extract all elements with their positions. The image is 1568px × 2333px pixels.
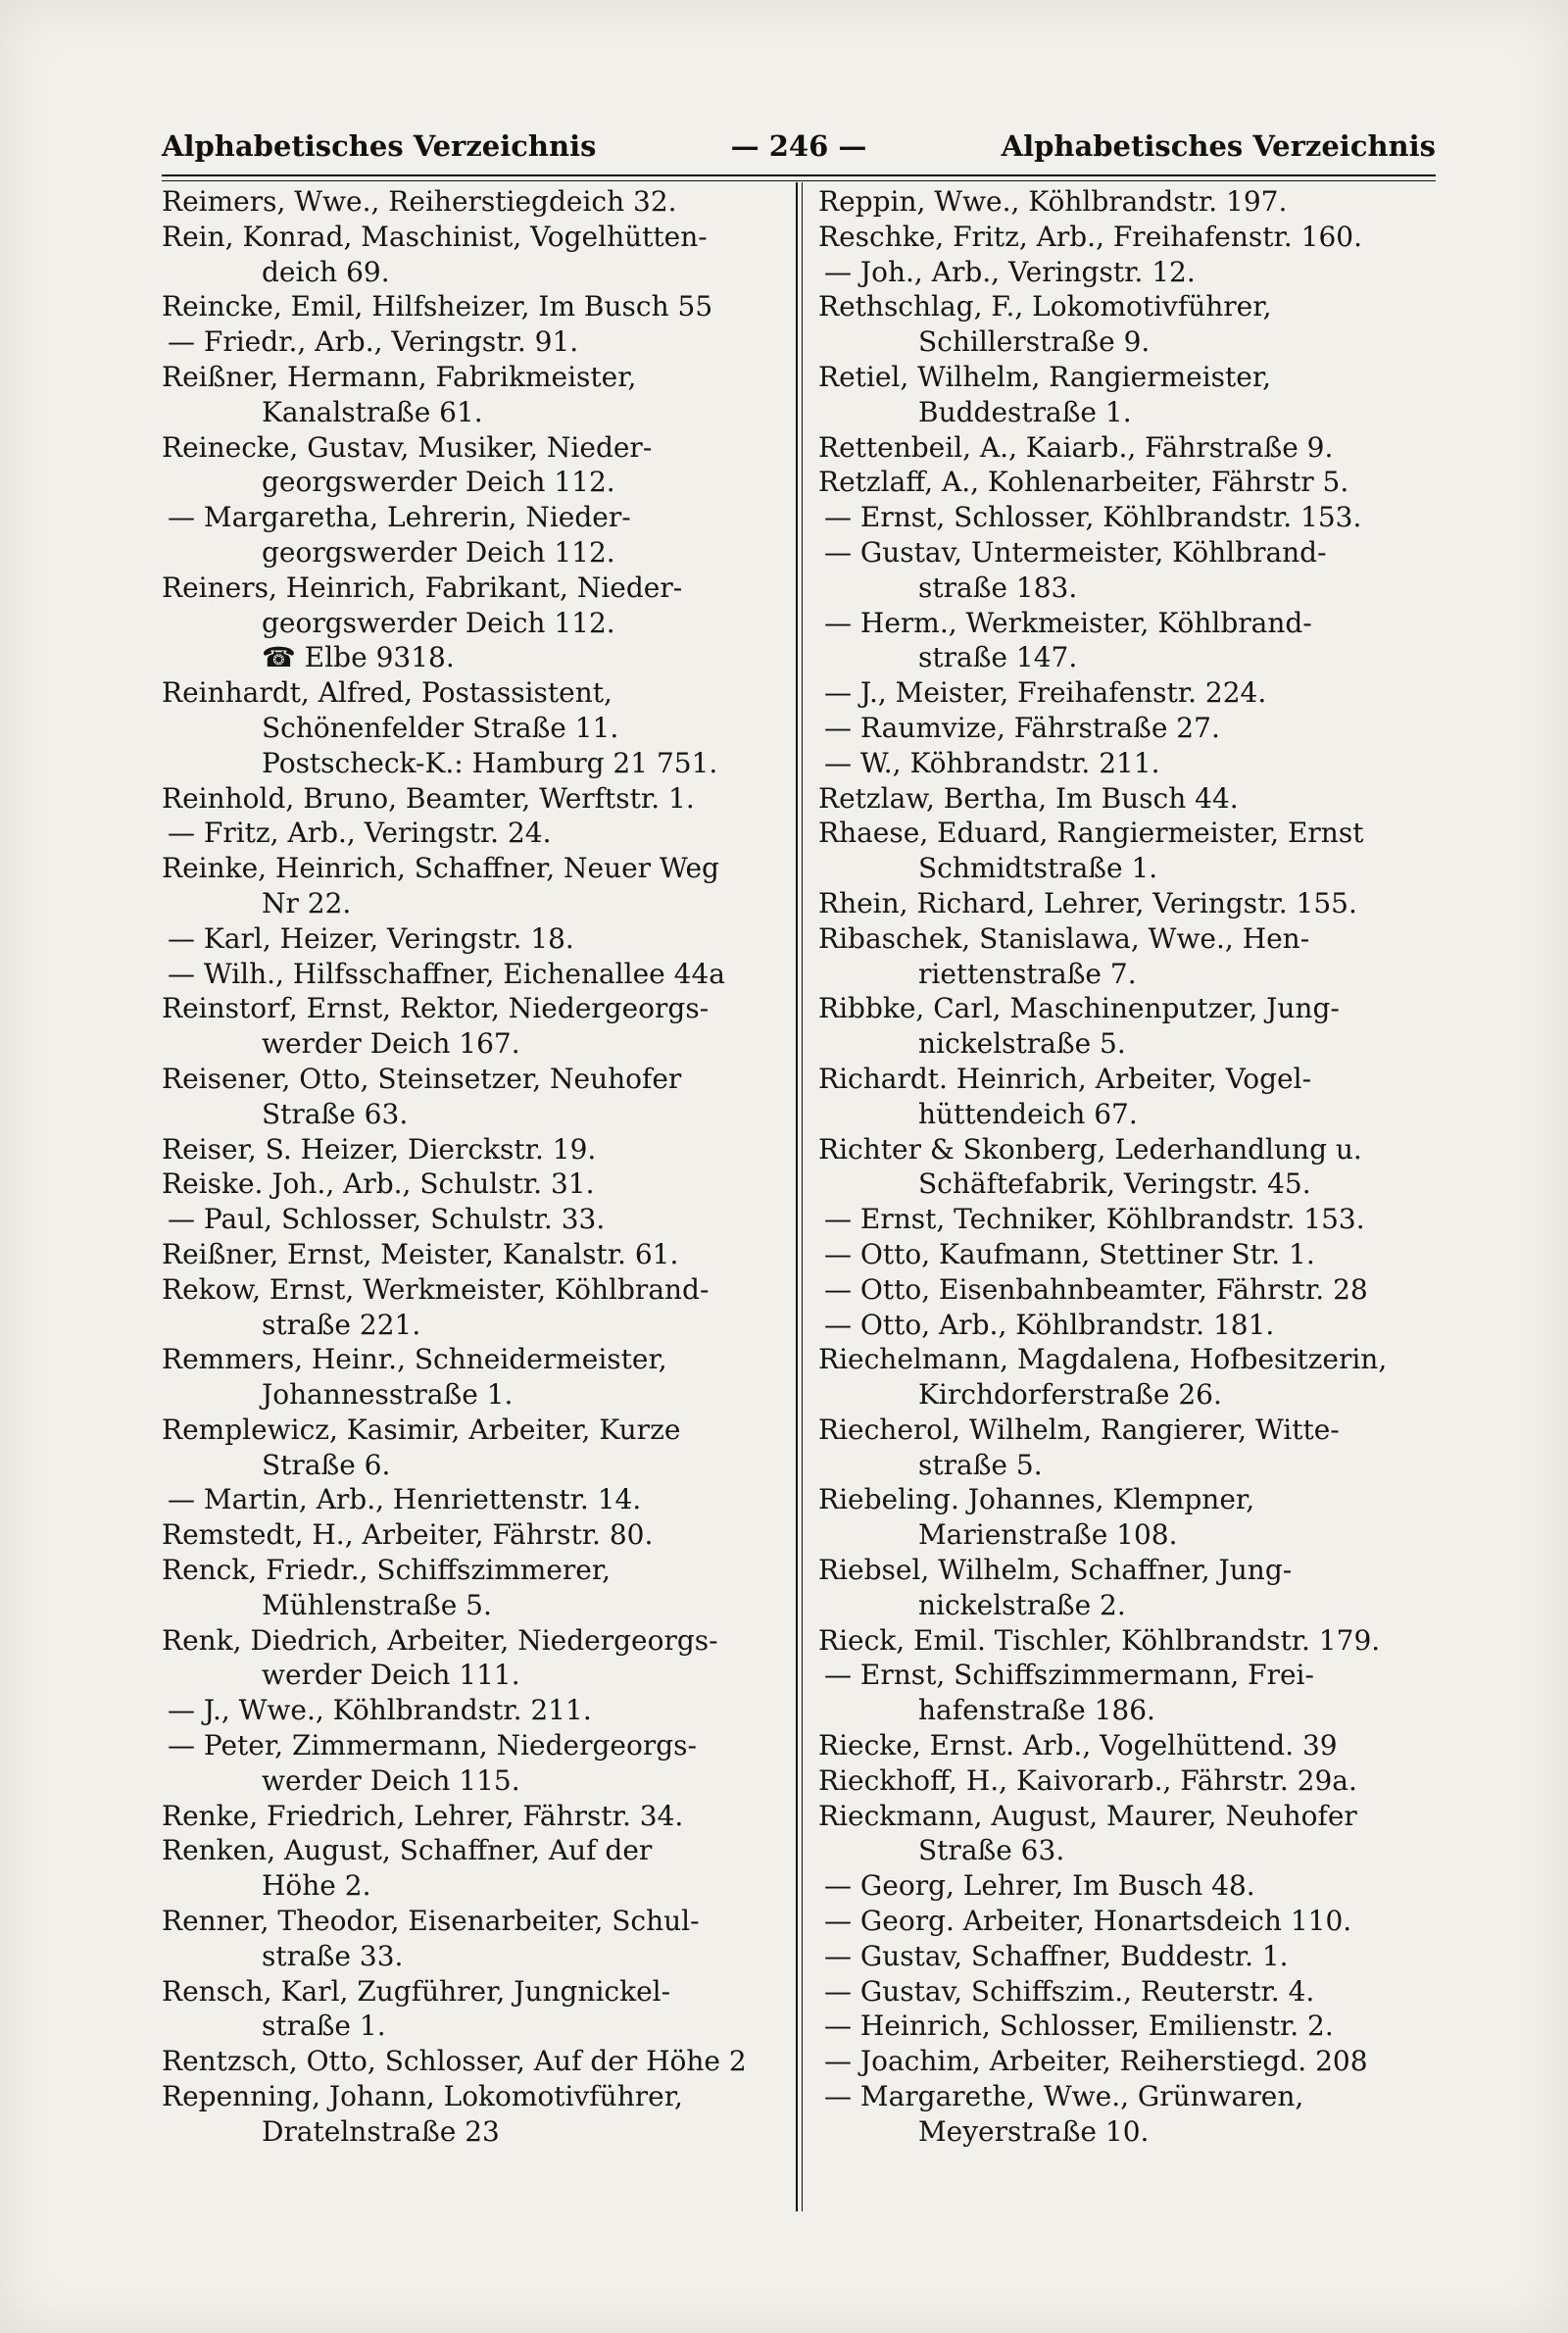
directory-entry: Rethschlag, F., Lokomotivführer, <box>818 290 1272 323</box>
directory-entry: — W., Köhbrandstr. 211. <box>824 746 1160 779</box>
entry-continuation: straße 221. <box>262 1308 421 1341</box>
entry-continuation: Nr 22. <box>262 886 352 919</box>
directory-entry: — Gustav, Untermeister, Köhlbrand- <box>824 535 1327 569</box>
directory-entry: Reiske. Joh., Arb., Schulstr. 31. <box>162 1167 595 1201</box>
directory-entry: Reschke, Fritz, Arb., Freihafenstr. 160. <box>818 220 1362 253</box>
directory-entry: Renck, Friedr., Schiffszimmerer, <box>162 1554 612 1587</box>
directory-entry: Rein, Konrad, Maschinist, Vogelhütten- <box>162 220 708 253</box>
directory-entry: — Otto, Eisenbahnbeamter, Fährstr. 28 <box>824 1272 1368 1306</box>
directory-entry: — Gustav, Schaffner, Buddestr. 1. <box>824 1939 1289 1972</box>
entry-continuation: georgswerder Deich 112. <box>262 466 615 499</box>
entry-continuation: Postscheck-K.: Hamburg 21 751. <box>262 746 718 779</box>
directory-entry: Rensch, Karl, Zugführer, Jungnickel- <box>162 1974 671 2008</box>
page-header <box>162 129 1436 169</box>
directory-entry: Riecke, Ernst. Arb., Vogelhüttend. 39 <box>818 1729 1338 1762</box>
entry-continuation: hafenstraße 186. <box>918 1694 1155 1727</box>
entry-continuation: nickelstraße 2. <box>918 1588 1126 1621</box>
directory-entry: Rekow, Ernst, Werkmeister, Köhlbrand- <box>162 1272 710 1306</box>
entry-continuation: deich 69. <box>262 255 390 288</box>
directory-entry: — Heinrich, Schlosser, Emilienstr. 2. <box>824 2010 1334 2043</box>
directory-entry: Ribbke, Carl, Maschinenputzer, Jung- <box>818 992 1340 1025</box>
directory-entry: Repenning, Johann, Lokomotivführer, <box>162 2080 683 2113</box>
directory-entry: — Ernst, Schlosser, Köhlbrandstr. 153. <box>824 501 1362 534</box>
directory-entry: Reiser, S. Heizer, Dierckstr. 19. <box>162 1132 597 1166</box>
directory-entry: Rettenbeil, A., Kaiarb., Fährstraße 9. <box>818 430 1334 464</box>
directory-entry: Remplewicz, Kasimir, Arbeiter, Kurze <box>162 1413 681 1446</box>
entry-continuation: Schillerstraße 9. <box>918 325 1151 359</box>
directory-entry: — Peter, Zimmermann, Niedergeorgs- <box>168 1729 697 1762</box>
entry-continuation: Straße 63. <box>262 1097 409 1130</box>
entry-continuation: Höhe 2. <box>262 1869 371 1903</box>
right-column <box>818 184 1436 2150</box>
header-title-left: Alphabetisches Verzeichnis <box>162 129 597 163</box>
entry-continuation: straße 33. <box>262 1939 404 1972</box>
entry-continuation: Kirchdorferstraße 26. <box>918 1378 1222 1412</box>
directory-entry: Reppin, Wwe., Köhlbrandstr. 197. <box>818 185 1288 218</box>
header-rule <box>162 174 1436 176</box>
directory-entry: Reinecke, Gustav, Musiker, Nieder- <box>162 430 653 464</box>
entry-continuation: riettenstraße 7. <box>918 957 1137 990</box>
directory-entry: — Ernst, Techniker, Köhlbrandstr. 153. <box>824 1203 1365 1236</box>
directory-entry: Remmers, Heinr., Schneidermeister, <box>162 1343 667 1376</box>
directory-entry: — Gustav, Schiffszim., Reuterstr. 4. <box>824 1974 1315 2008</box>
entry-continuation: straße 5. <box>918 1448 1043 1481</box>
directory-entry: — Wilh., Hilfsschaffner, Eichenallee 44a <box>168 957 725 990</box>
directory-entry: Rieck, Emil. Tischler, Köhlbrandstr. 179. <box>818 1623 1381 1657</box>
directory-entry: Renner, Theodor, Eisenarbeiter, Schul- <box>162 1905 700 1938</box>
entry-continuation: Dratelnstraße 23 <box>262 2114 500 2148</box>
entry-continuation: Schönenfelder Straße 11. <box>262 711 619 744</box>
directory-entry: — Joh., Arb., Veringstr. 12. <box>824 255 1196 288</box>
entry-continuation: ☎ Elbe 9318. <box>262 641 455 674</box>
directory-entry: Rentzsch, Otto, Schlosser, Auf der Höhe 2 <box>162 2045 747 2078</box>
entry-continuation: Straße 6. <box>262 1448 391 1481</box>
entry-continuation: Johannesstraße 1. <box>262 1378 514 1412</box>
entry-continuation: Schäftefabrik, Veringstr. 45. <box>918 1167 1311 1201</box>
directory-entry: Reincke, Emil, Hilfsheizer, Im Busch 55 <box>162 290 713 323</box>
entry-continuation: straße 1. <box>262 2010 386 2043</box>
entry-continuation: Buddestraße 1. <box>918 395 1132 428</box>
entry-continuation: hüttendeich 67. <box>918 1097 1138 1130</box>
directory-entry: — J., Meister, Freihafenstr. 224. <box>824 676 1267 710</box>
entry-continuation: werder Deich 111. <box>262 1659 520 1692</box>
entry-continuation: Mühlenstraße 5. <box>262 1588 492 1621</box>
header-rule-thin <box>162 180 1436 181</box>
entry-continuation: Schmidtstraße 1. <box>918 852 1158 885</box>
directory-entry: Richter & Skonberg, Lederhandlung u. <box>818 1132 1362 1166</box>
directory-entry: Reißner, Ernst, Meister, Kanalstr. 61. <box>162 1237 679 1270</box>
column-divider <box>796 182 798 2211</box>
left-column <box>162 184 779 2150</box>
directory-entry: Reinstorf, Ernst, Rektor, Niedergeorgs- <box>162 992 710 1025</box>
directory-entry: Reisener, Otto, Steinsetzer, Neuhofer <box>162 1062 682 1095</box>
column-divider-thin <box>802 182 803 2211</box>
directory-entry: — J., Wwe., Köhlbrandstr. 211. <box>168 1694 592 1727</box>
directory-entry: Renke, Friedrich, Lehrer, Fährstr. 34. <box>162 1799 684 1832</box>
entry-continuation: Meyerstraße 10. <box>918 2114 1150 2148</box>
entry-continuation: georgswerder Deich 112. <box>262 535 615 569</box>
directory-entry: Riecherol, Wilhelm, Rangierer, Witte- <box>818 1413 1340 1446</box>
directory-entry: Retzlaff, A., Kohlenarbeiter, Fährstr 5. <box>818 466 1349 499</box>
directory-entry: Rhein, Richard, Lehrer, Veringstr. 155. <box>818 886 1357 919</box>
entry-continuation: nickelstraße 5. <box>918 1027 1126 1061</box>
entry-continuation: werder Deich 115. <box>262 1763 520 1797</box>
directory-entry: Remstedt, H., Arbeiter, Fährstr. 80. <box>162 1518 654 1552</box>
directory-entry: — Raumvize, Fährstraße 27. <box>824 711 1220 744</box>
directory-entry: — Otto, Arb., Köhlbrandstr. 181. <box>824 1308 1275 1341</box>
directory-entry: Retiel, Wilhelm, Rangiermeister, <box>818 360 1272 393</box>
directory-entry: Riebeling. Johannes, Klempner, <box>818 1483 1255 1516</box>
directory-entry: Richardt. Heinrich, Arbeiter, Vogel- <box>818 1062 1312 1095</box>
directory-entry: Ribaschek, Stanislawa, Wwe., Hen- <box>818 921 1310 955</box>
directory-entry: — Herm., Werkmeister, Köhlbrand- <box>824 606 1312 639</box>
header-title-right: Alphabetisches Verzeichnis <box>1001 129 1436 163</box>
directory-entry: — Otto, Kaufmann, Stettiner Str. 1. <box>824 1237 1315 1270</box>
page-number: — 246 — <box>730 129 867 163</box>
directory-entry: Renken, August, Schaffner, Auf der <box>162 1834 653 1867</box>
directory-entry: — Joachim, Arbeiter, Reiherstiegd. 208 <box>824 2045 1368 2078</box>
directory-entry: — Margarethe, Wwe., Grünwaren, <box>824 2080 1304 2113</box>
directory-entry: Reinke, Heinrich, Schaffner, Neuer Weg <box>162 852 719 885</box>
directory-entry: Rhaese, Eduard, Rangiermeister, Ernst <box>818 817 1364 850</box>
directory-entry: Reinhold, Bruno, Beamter, Werftstr. 1. <box>162 781 695 815</box>
entry-continuation: Marienstraße 108. <box>918 1518 1178 1552</box>
directory-entry: — Ernst, Schiffszimmermann, Frei- <box>824 1659 1314 1692</box>
directory-entry: Reißner, Hermann, Fabrikmeister, <box>162 360 637 393</box>
directory-entry: Riechelmann, Magdalena, Hofbesitzerin, <box>818 1343 1388 1376</box>
entry-continuation: werder Deich 167. <box>262 1027 520 1061</box>
directory-entry: Reimers, Wwe., Reiherstiegdeich 32. <box>162 185 677 218</box>
entry-continuation: Kanalstraße 61. <box>262 395 483 428</box>
directory-entry: — Karl, Heizer, Veringstr. 18. <box>168 921 574 955</box>
directory-entry: Rieckmann, August, Maurer, Neuhofer <box>818 1799 1357 1832</box>
entry-continuation: straße 183. <box>918 571 1078 604</box>
directory-entry: Renk, Diedrich, Arbeiter, Niedergeorgs- <box>162 1623 718 1657</box>
directory-entry: — Margaretha, Lehrerin, Nieder- <box>168 501 631 534</box>
directory-entry: — Georg. Arbeiter, Honartsdeich 110. <box>824 1905 1352 1938</box>
entry-continuation: georgswerder Deich 112. <box>262 606 615 639</box>
directory-entry: — Paul, Schlosser, Schulstr. 33. <box>168 1203 606 1236</box>
directory-entry: Reinhardt, Alfred, Postassistent, <box>162 676 612 710</box>
directory-entry: — Georg, Lehrer, Im Busch 48. <box>824 1869 1255 1903</box>
directory-entry: Riebsel, Wilhelm, Schaffner, Jung- <box>818 1554 1293 1587</box>
entry-continuation: Straße 63. <box>918 1834 1065 1867</box>
entry-continuation: straße 147. <box>918 641 1078 674</box>
directory-entry: Retzlaw, Bertha, Im Busch 44. <box>818 781 1239 815</box>
directory-entry: — Martin, Arb., Henriettenstr. 14. <box>168 1483 642 1516</box>
directory-entry: — Fritz, Arb., Veringstr. 24. <box>168 817 552 850</box>
directory-entry: Reiners, Heinrich, Fabrikant, Nieder- <box>162 571 683 604</box>
directory-entry: — Friedr., Arb., Veringstr. 91. <box>168 325 579 359</box>
directory-entry: Rieckhoff, H., Kaivorarb., Fährstr. 29a. <box>818 1763 1357 1797</box>
